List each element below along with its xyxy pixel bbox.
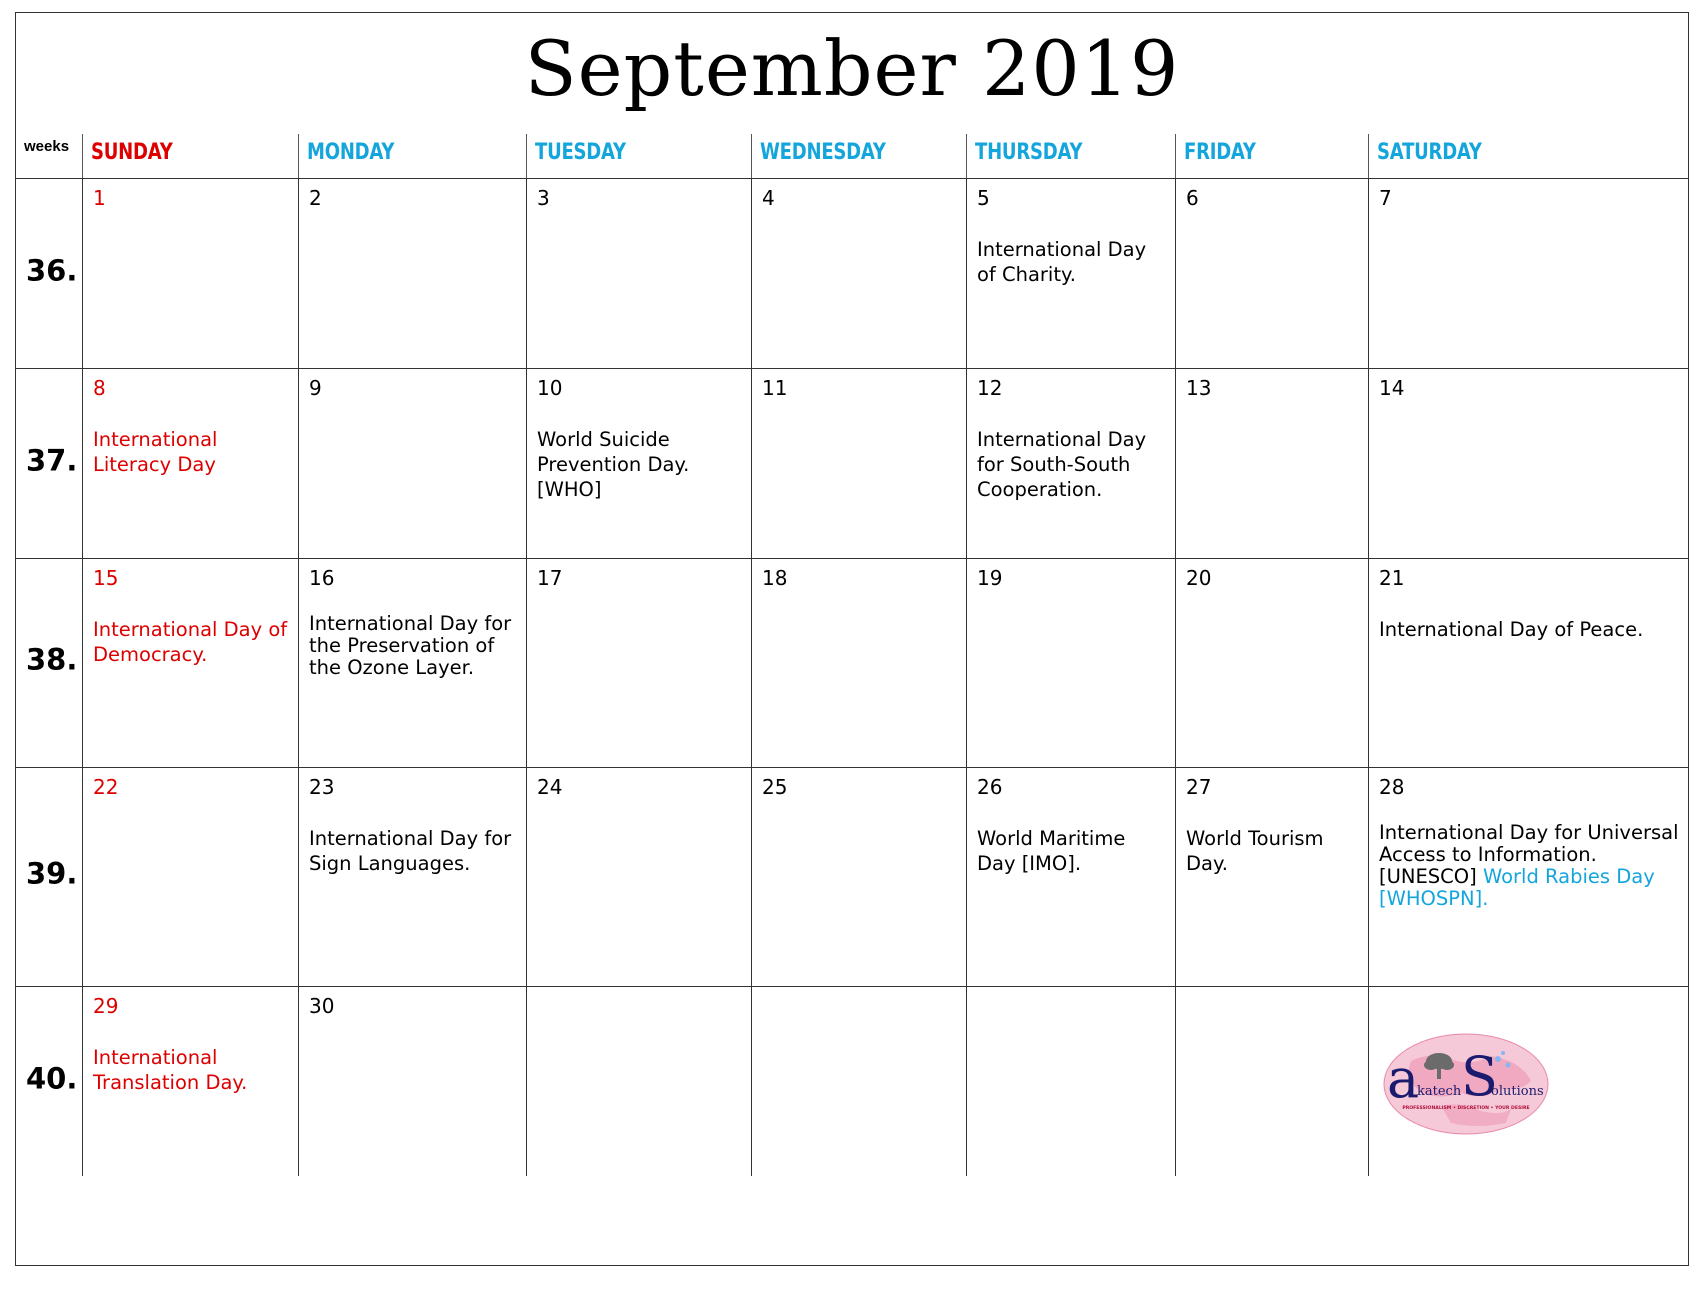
day-cell <box>526 559 751 767</box>
event-text <box>309 613 518 679</box>
event-label: International Translation Day. <box>93 1046 248 1094</box>
day-number: 10 <box>537 376 563 400</box>
day-number: 17 <box>537 566 563 590</box>
header-row <box>16 134 1688 178</box>
day-cell <box>1175 179 1368 368</box>
day-cell <box>298 768 526 986</box>
day-cell <box>966 987 1175 1176</box>
day-number: 23 <box>309 775 335 799</box>
event-text <box>977 427 1167 502</box>
event-label: International Day for South-South Cooperation. <box>977 428 1147 501</box>
calendar <box>15 12 1689 1266</box>
day-number: 20 <box>1186 566 1212 590</box>
week-number: 36. <box>26 253 78 288</box>
day-number: 29 <box>93 994 119 1018</box>
week-number: 38. <box>26 642 78 677</box>
week-number: 37. <box>26 443 78 478</box>
week-number-cell <box>16 559 82 767</box>
day-cell <box>1175 768 1368 986</box>
day-cell <box>298 369 526 558</box>
day-number: 22 <box>93 775 119 799</box>
company-logo <box>1381 1031 1551 1137</box>
event-label: International Day for the Preservation of the Ozone Layer. <box>309 612 512 679</box>
day-cell <box>1175 987 1368 1176</box>
day-number: 11 <box>762 376 788 400</box>
event-text <box>977 826 1167 876</box>
day-number: 6 <box>1186 186 1199 210</box>
event-text <box>93 617 290 667</box>
day-cell <box>1175 369 1368 558</box>
week-row <box>16 767 1688 986</box>
day-cell <box>82 179 298 368</box>
day-number: 15 <box>93 566 119 590</box>
event-text <box>1379 822 1682 910</box>
day-cell <box>526 768 751 986</box>
event-label: International Literacy Day <box>93 428 218 476</box>
day-number: 28 <box>1379 775 1405 799</box>
day-cell <box>82 987 298 1176</box>
day-number: 30 <box>309 994 335 1018</box>
week-number: 39. <box>26 856 78 891</box>
day-number: 3 <box>537 186 550 210</box>
event-label: International Day for Universal Access to Information. [UNESCO] <box>1379 821 1679 888</box>
day-number: 21 <box>1379 566 1405 590</box>
week-number: 40. <box>26 1061 78 1096</box>
day-number: 26 <box>977 775 1003 799</box>
event-label: International Day of Charity. <box>977 238 1147 286</box>
week-row <box>16 368 1688 558</box>
day-number: 7 <box>1379 186 1392 210</box>
day-cell <box>1368 179 1690 368</box>
day-cell <box>526 369 751 558</box>
day-cell <box>1368 768 1690 986</box>
event-text <box>1186 826 1360 876</box>
event-label: International Day for Sign Languages. <box>309 827 512 875</box>
event-label-secondary: World Rabies Day [WHOSPN]. <box>1379 865 1655 910</box>
day-header-monday: MONDAY <box>298 134 485 178</box>
event-text <box>1379 617 1682 642</box>
day-number: 24 <box>537 775 563 799</box>
day-cell <box>751 179 966 368</box>
day-number: 14 <box>1379 376 1405 400</box>
week-number-cell <box>16 768 82 986</box>
week-number-cell <box>16 369 82 558</box>
day-number: 12 <box>977 376 1003 400</box>
day-number: 1 <box>93 186 106 210</box>
day-number: 2 <box>309 186 322 210</box>
logo-word-katech: katech <box>1417 1084 1462 1099</box>
day-cell <box>1368 369 1690 558</box>
day-header-wednesday: WEDNESDAY <box>751 134 927 178</box>
day-cell <box>82 369 298 558</box>
day-cell <box>966 559 1175 767</box>
day-number: 13 <box>1186 376 1212 400</box>
day-header-sunday: SUNDAY <box>82 134 259 178</box>
event-label: International Day of Democracy. <box>93 618 288 666</box>
event-text <box>93 1045 290 1095</box>
day-cell <box>298 559 526 767</box>
day-number: 19 <box>977 566 1003 590</box>
week-row <box>16 558 1688 767</box>
day-number: 18 <box>762 566 788 590</box>
day-header-thursday: THURSDAY <box>966 134 1137 178</box>
day-cell <box>966 768 1175 986</box>
event-text <box>309 826 518 876</box>
day-cell <box>526 987 751 1176</box>
day-cell <box>751 559 966 767</box>
calendar-grid <box>16 134 1688 1265</box>
day-number: 25 <box>762 775 788 799</box>
week-number-cell <box>16 179 82 368</box>
day-number: 4 <box>762 186 775 210</box>
event-text <box>93 427 290 477</box>
weeks-header: weeks <box>24 138 70 155</box>
day-number: 9 <box>309 376 322 400</box>
day-number: 5 <box>977 186 990 210</box>
day-cell <box>751 987 966 1176</box>
logo-letter-a: a <box>1387 1047 1420 1110</box>
day-cell <box>1368 559 1690 767</box>
day-cell <box>966 179 1175 368</box>
day-cell <box>751 768 966 986</box>
day-number: 16 <box>309 566 335 590</box>
day-header-saturday: SATURDAY <box>1368 134 1632 178</box>
day-cell <box>526 179 751 368</box>
week-number-cell <box>16 987 82 1176</box>
logo-letter-s: S <box>1461 1045 1498 1108</box>
day-cell <box>298 987 526 1176</box>
day-cell <box>82 768 298 986</box>
day-cell <box>751 369 966 558</box>
event-text <box>977 237 1167 287</box>
event-label: World Tourism Day. <box>1186 827 1324 875</box>
day-cell <box>82 559 298 767</box>
day-cell <box>1175 559 1368 767</box>
day-cell <box>1368 987 1690 1176</box>
logo-tagline: PROFESSIONALISM • DISCRETION • YOUR DESIRE <box>1402 1106 1530 1111</box>
calendar-title: September 2019 <box>524 24 1180 113</box>
week-row <box>16 178 1688 368</box>
day-number: 8 <box>93 376 106 400</box>
logo-word-olutions: olutions <box>1491 1084 1544 1099</box>
day-header-friday: FRIDAY <box>1175 134 1333 178</box>
week-row <box>16 986 1688 1176</box>
day-number: 27 <box>1186 775 1212 799</box>
event-text <box>537 427 743 502</box>
event-label: World Suicide Prevention Day. [WHO] <box>537 428 690 501</box>
day-cell <box>298 179 526 368</box>
event-label: World Maritime Day [IMO]. <box>977 827 1126 875</box>
day-cell <box>966 369 1175 558</box>
event-label: International Day of Peace. <box>1379 618 1644 641</box>
day-header-tuesday: TUESDAY <box>526 134 711 178</box>
